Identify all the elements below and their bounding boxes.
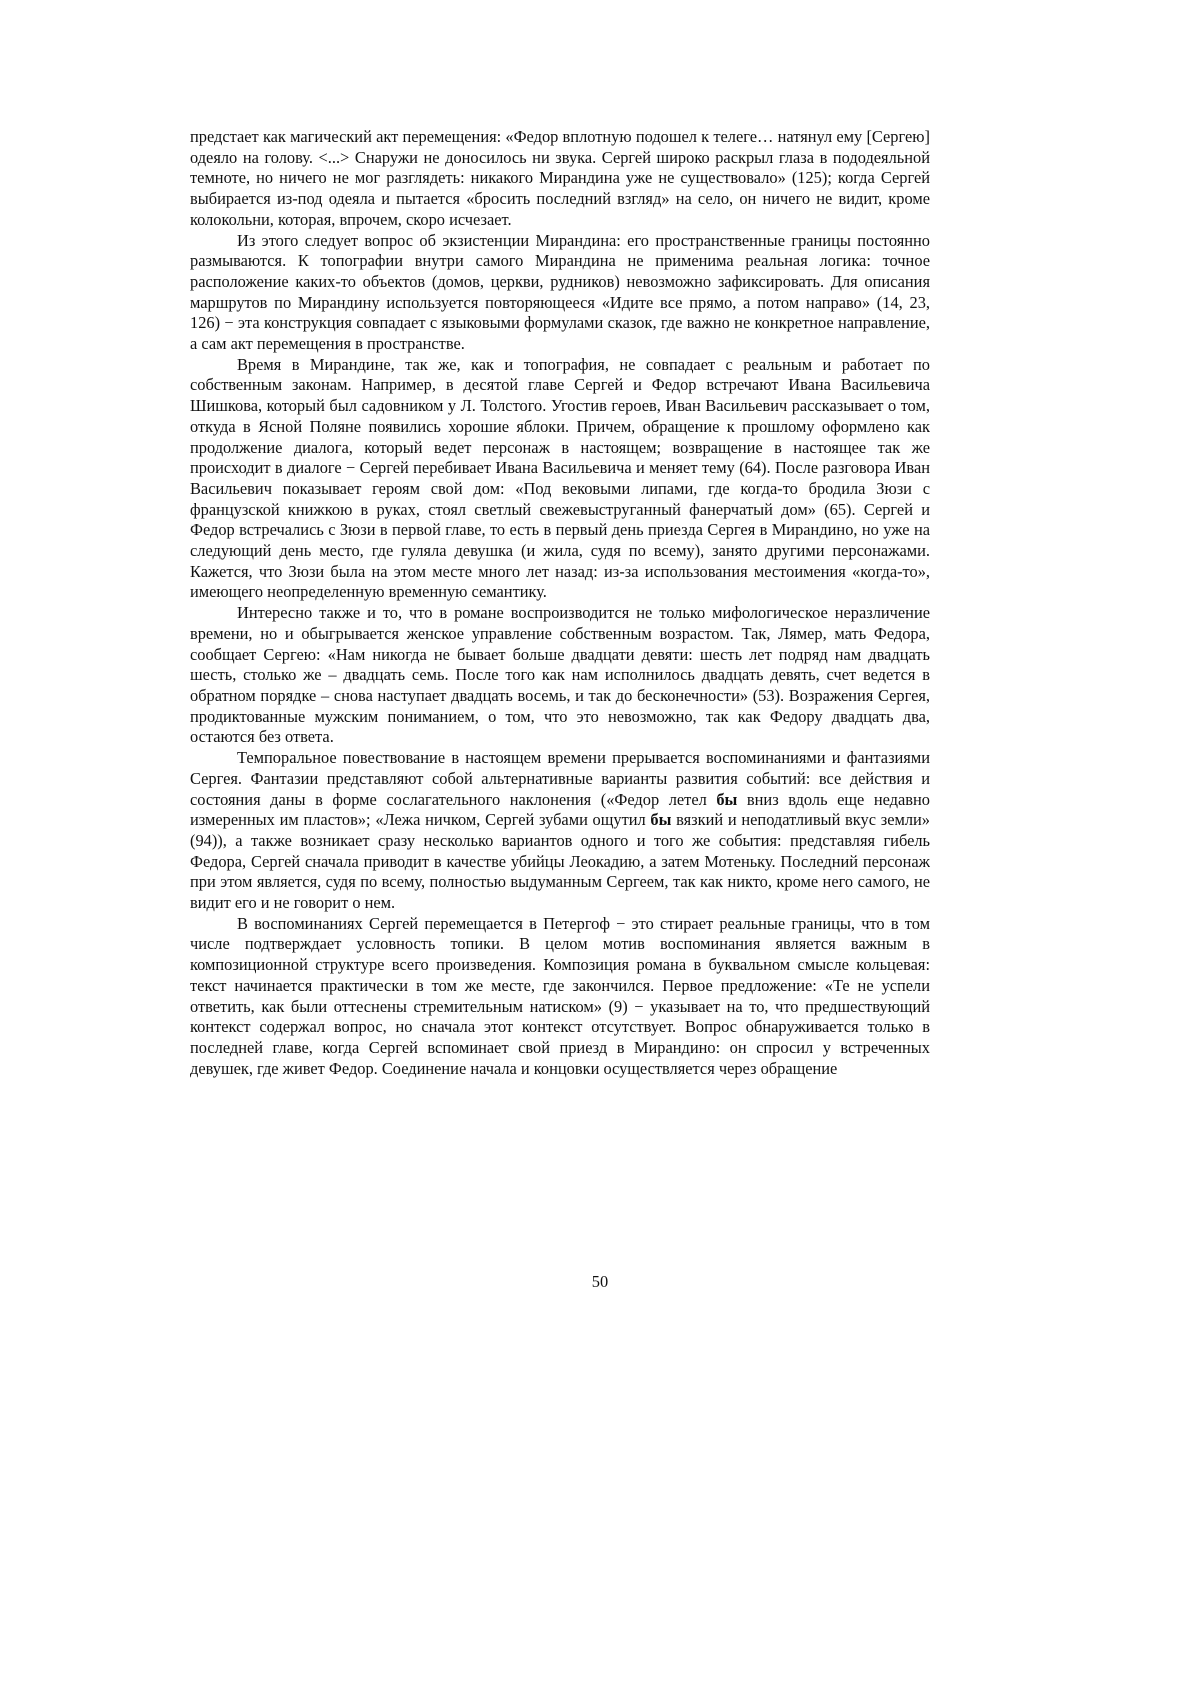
paragraph xyxy=(190,914,930,1080)
page-number: 50 xyxy=(591,1272,609,1291)
paragraph xyxy=(190,127,930,231)
text-run: вязкий и неподатливый вкус земли» (94)), а также возникает сразу несколько вариантов одного и того же события: представляя гибель Федора, Сергей сначала приводит в качестве убийцы Леокадию, а затем Мотеньку. Последний персонаж при этом является, судя по всему, полностью выдуманным Сергеем, так как никто, кроме него самого, не видит его и не говорит о нем. xyxy=(190,810,930,913)
text-run: В воспоминаниях Сергей перемещается в Петергоф − это стирает реальные границы, что в том числе подтверждает условность топики. В целом мотив воспоминания является важным в композиционной структуре всего произведения. Композиция романа в буквальном смысле кольцевая: текст начинается практически в том же месте, где закончился. Первое предложение: «Те не успели ответить, как были оттеснены стремительным натиском» (9) − указывает на то, что предшествующий контекст содержал вопрос, но сначала этот контекст отсутствует. Вопрос обнаруживается только в последней главе, когда Сергей вспоминает свой приезд в Мирандино: он спросил у встреченных девушек, где живет Федор. Соединение начала и концовки осуществляется через обращение xyxy=(190,913,930,1078)
text-run: Время в Мирандине, так же, как и топография, не совпадает с реальным и работает по собственным законам. Например, в десятой главе Сергей и Федор встречают Ивана Васильевича Шишкова, который был садовником у Л. Толстого. Угостив героев, Иван Васильевич рассказывает о том, откуда в Ясной Поляне появились хорошие яблоки. Причем, обращение к прошлому оформлено как продолжение диалога, который ведет персонаж в настоящем; возвращение в настоящее так же происходит в диалоге − Сергей перебивает Ивана Васильевича и меняет тему (64). После разговора Иван Васильевич показывает героям свой дом: «Под вековыми липами, где когда-то бродила Зюзи с французской книжкою в руках, стоял светлый свежевыструганный фанерчатый дом» (65). Сергей и Федор встречались с Зюзи в первой главе, то есть в первый день приезда Сергея в Мирандино, но уже на следующий день место, где гуляла девушка (и жила, судя по всему), занято другими персонажами. Кажется, что Зюзи была на этом месте много лет назад: из-за использования местоимения «когда-то», имеющего неопределенную временную семантику. xyxy=(190,354,930,602)
text-run: Из этого следует вопрос об экзистенции Мирандина: его пространственные границы постоянно размываются. К топографии внутри самого Мирандина не применима реальная логика: точное расположение каких-то объектов (домов, церкви, рудников) невозможно зафиксировать. Для описания маршрутов по Мирандину используется повторяющееся «Идите все прямо, а потом направо» (14, 23, 126) − эта конструкция совпадает с языковыми формулами сказок, где важно не конкретное направление, а сам акт перемещения в пространстве. xyxy=(190,230,930,354)
page-text xyxy=(190,127,930,1079)
paragraph xyxy=(190,231,930,355)
paragraph xyxy=(190,748,930,914)
text-run: Интересно также и то, что в романе воспроизводится не только мифологическое неразличение времени, но и обыгрывается женское управление собственным возрастом. Так, Лямер, мать Федора, сообщает Сергею: «Нам никогда не бывает больше двадцати девяти: шесть лет подряд нам двадцать шесть, столько же – двадцать семь. После того как нам исполнилось двадцать девять, счет ведется в обратном порядке – снова наступает двадцать восемь, и так до бесконечности» (53). Возражения Сергея, продиктованные мужским пониманием, о том, что это невозможно, так как Федору двадцать два, остаются без ответа. xyxy=(190,603,930,747)
paragraph xyxy=(190,603,930,748)
text-run: вниз вдоль еще недавно измеренных им пластов»; «Лежа ничком, Сергей зубами ощутил xyxy=(190,789,930,830)
text-run: Темпоральное повествование в настоящем времени прерывается воспоминаниями и фантазиями Сергея. Фантазии представляют собой альтернативные варианты развития событий: все действия и состояния даны в форме сослагательного наклонения («Федор летел xyxy=(190,748,930,809)
text-run: предстает как магический акт перемещения: «Федор вплотную подошел к телеге… натянул ему [Сергею] одеяло на голову. <...> Снаружи не доносилось ни звука. Сергей широко раскрыл глаза в пододеяльной темноте, но ничего не мог разглядеть: никакого Мирандина уже не существовало» (125); когда Сергей выбирается из-под одеяла и пытается «бросить последний взгляд» на село, он ничего не видит, кроме колокольни, которая, впрочем, скоро исчезает. xyxy=(190,127,930,229)
bold-text-run: бы xyxy=(650,810,672,830)
bold-text-run: бы xyxy=(716,789,738,809)
paragraph xyxy=(190,355,930,603)
